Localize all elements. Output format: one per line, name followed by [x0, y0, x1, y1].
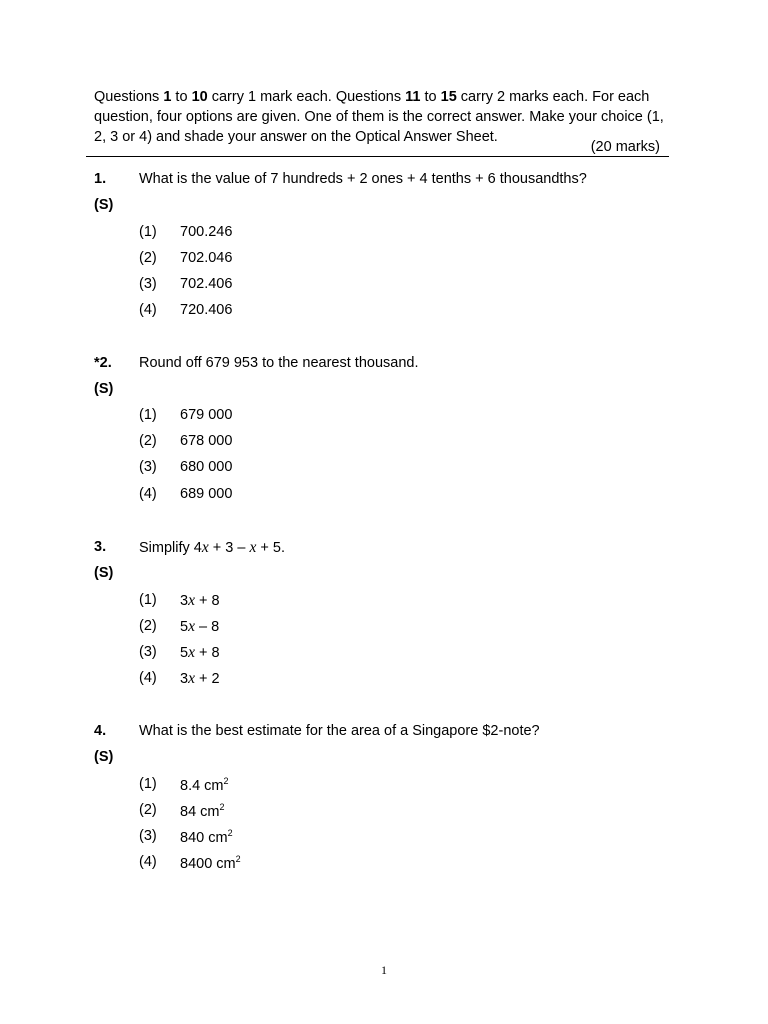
page-number: 1	[381, 963, 387, 977]
question-strand: (S)	[94, 749, 114, 765]
question-range-end-2: 15	[440, 89, 457, 105]
question-range-start-1: 1	[163, 89, 172, 105]
exponent: 2	[219, 802, 225, 812]
exponent: 2	[223, 776, 229, 786]
option-number: (1)	[139, 592, 157, 608]
exponent: 2	[227, 828, 233, 838]
option-value: 679 000	[180, 407, 233, 423]
option-value: 84 $cm^2$	[180, 802, 225, 820]
option-number: (2)	[139, 250, 157, 266]
option-number: (3)	[139, 644, 157, 660]
option-value: 702.406	[180, 276, 233, 292]
option-value: 720.406	[180, 302, 233, 318]
variable-x: x	[201, 539, 209, 556]
option-value: 3x + 2	[180, 670, 220, 687]
section-divider	[86, 156, 669, 157]
exponent: 2	[235, 854, 241, 864]
question-number: 1.	[94, 171, 107, 187]
question-text: What is the best estimate for the area of a Singapore $2-note?	[139, 723, 540, 739]
option-number: (3)	[139, 459, 157, 475]
option-number: (4)	[139, 302, 157, 318]
option-number: (4)	[139, 670, 157, 686]
question-strand: (S)	[94, 381, 114, 397]
option-value: 5x – 8	[180, 618, 220, 635]
question-text: Simplify 4x + 3 – x + 5.	[139, 539, 285, 556]
option-number: (2)	[139, 618, 157, 634]
option-value: 680 000	[180, 459, 233, 475]
option-number: (1)	[139, 407, 157, 423]
question-range-start-2: 11	[405, 89, 421, 105]
question-strand: (S)	[94, 565, 114, 581]
question-range-end-1: 10	[191, 89, 208, 105]
option-value: 5x + 8	[180, 644, 220, 661]
option-value: 678 000	[180, 433, 233, 449]
option-value: 689 000	[180, 486, 233, 502]
option-number: (1)	[139, 776, 157, 792]
option-value: 702.046	[180, 250, 233, 266]
option-value: 3x + 8	[180, 592, 220, 609]
option-number: (3)	[139, 828, 157, 844]
question-number: 4.	[94, 723, 107, 739]
total-marks: (20 marks)	[590, 139, 660, 155]
question-number: 3.	[94, 539, 107, 555]
option-value: 700.246	[180, 224, 233, 240]
variable-x: x	[249, 539, 257, 556]
option-value: 8.4 $cm^2$	[180, 776, 229, 794]
option-number: (3)	[139, 276, 157, 292]
option-number: (4)	[139, 486, 157, 502]
option-number: (2)	[139, 433, 157, 449]
question-text: Round off 679 953 to the nearest thousand.	[139, 355, 419, 371]
option-value: 840 $cm^2$	[180, 828, 233, 846]
question-strand: (S)	[94, 197, 114, 213]
question-text: What is the value of 7 hundreds + 2 ones + 4 tenths + 6 thousandths?	[139, 171, 587, 187]
question-number: *2.	[94, 355, 112, 371]
instructions-text: Questions 1 to 10 carry 1 mark each. Questions 11 to 15 carry 2 marks each. For each question, four options are given. One of them is the correct answer. Make your choice (1, 2, 3 or 4) and shade your answer on the Optical Answer Sheet.	[94, 89, 664, 145]
option-number: (4)	[139, 854, 157, 870]
option-value: 8400 $cm^2$	[180, 854, 241, 872]
option-number: (2)	[139, 802, 157, 818]
option-number: (1)	[139, 224, 157, 240]
